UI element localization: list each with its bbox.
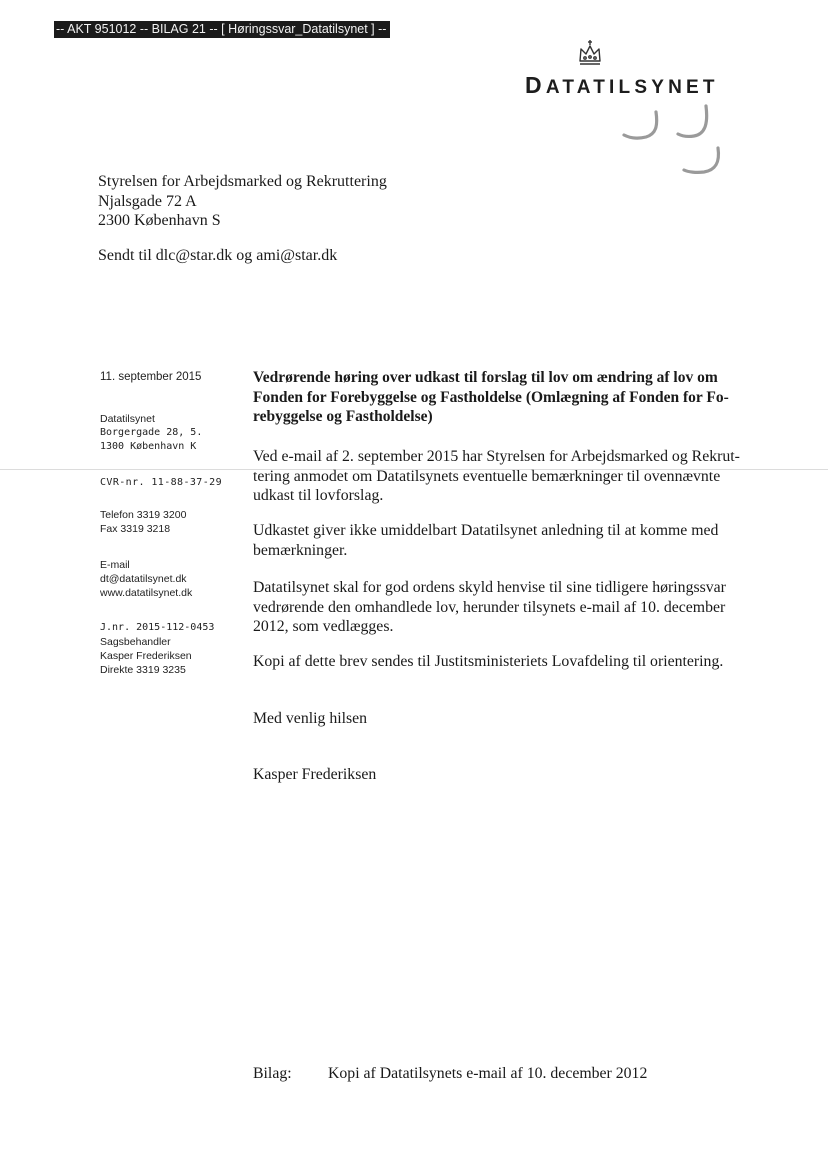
body-paragraph-4 — [253, 652, 753, 672]
cvr-number: CVR-nr. 11-88-37-29 — [100, 477, 222, 488]
subject-line: Vedrørende høring over udkast til forslag til lov om ændring af lov om — [253, 369, 718, 386]
signature-name: Kasper Frederiksen — [253, 766, 377, 783]
handler-label: Sagsbehandler — [100, 636, 171, 648]
website: www.datatilsynet.dk — [100, 587, 193, 599]
letter-date: 11. september 2015 — [100, 371, 202, 383]
sent-to-line: Sendt til dlc@star.dk og ami@star.dk — [98, 247, 338, 264]
crown-icon — [576, 39, 604, 67]
recipient-city: 2300 København S — [98, 212, 221, 229]
sender-address — [100, 412, 202, 454]
sender-org: Datatilsynet — [100, 413, 155, 425]
phone-number: Telefon 3319 3200 — [100, 509, 187, 521]
letter-subject — [253, 368, 753, 427]
email-label: E-mail — [100, 559, 130, 571]
paragraph-line: udkast til lovforslag. — [253, 487, 384, 504]
closing-text: Med venlig hilsen — [253, 710, 368, 727]
recipient-street: Njalsgade 72 A — [98, 192, 197, 210]
paragraph-line: Kopi af dette brev sendes til Justitsministeriets Lovafdeling til orientering. — [253, 653, 724, 670]
paragraph-line: bemærkninger. — [253, 541, 348, 559]
sender-street: Borgergade 28, 5. — [100, 427, 203, 438]
body-paragraph-3 — [253, 578, 753, 637]
email-block — [100, 558, 192, 600]
subject-line: rebyggelse og Fastholdelse) — [253, 408, 433, 425]
closing-greeting — [253, 709, 753, 729]
attachment-text: Kopi af Datatilsynets e-mail af 10. december 2012 — [328, 1065, 648, 1082]
paragraph-line: Datatilsynet skal for god ordens skyld henvise til sine tidligere høringssvar — [253, 579, 726, 596]
email-address: dt@datatilsynet.dk — [100, 573, 187, 585]
body-paragraph-1 — [253, 447, 753, 506]
journal-number: J.nr. 2015-112-0453 — [100, 622, 215, 633]
paragraph-line: 2012, som vedlægges. — [253, 618, 394, 635]
subject-line: Fonden for Forebyggelse og Fastholdelse (Omlægning af Fonden for Fo- — [253, 388, 729, 406]
direct-phone: Direkte 3319 3235 — [100, 664, 186, 676]
case-block — [100, 621, 214, 677]
body-paragraph-2 — [253, 521, 753, 560]
handler-name: Kasper Frederiksen — [100, 650, 192, 662]
paragraph-line: tering anmodet om Datatilsynets eventuelle bemærkninger til ovennævnte — [253, 467, 721, 485]
paragraph-line: Ved e-mail af 2. september 2015 har Styrelsen for Arbejdsmarked og Rekrut- — [253, 448, 740, 465]
paragraph-line: vedrørende den omhandlede lov, herunder tilsynets e-mail af 10. december — [253, 598, 726, 616]
recipient-address — [98, 172, 387, 231]
attachment-label: Bilag: — [253, 1065, 292, 1082]
sender-city: 1300 København K — [100, 441, 197, 452]
handwritten-initials — [618, 104, 730, 184]
datatilsynet-logo: DATATILSYNET — [525, 72, 719, 98]
recipient-name: Styrelsen for Arbejdsmarked og Rekruttering — [98, 173, 387, 190]
signature — [253, 765, 753, 785]
document-stamp: -- AKT 951012 -- BILAG 21 -- [ Høringssvar_Datatilsynet ] -- — [54, 21, 390, 38]
phone-block — [100, 508, 186, 536]
fax-number: Fax 3319 3218 — [100, 523, 171, 535]
paragraph-line: Udkastet giver ikke umiddelbart Datatilsynet anledning til at komme med — [253, 522, 719, 539]
